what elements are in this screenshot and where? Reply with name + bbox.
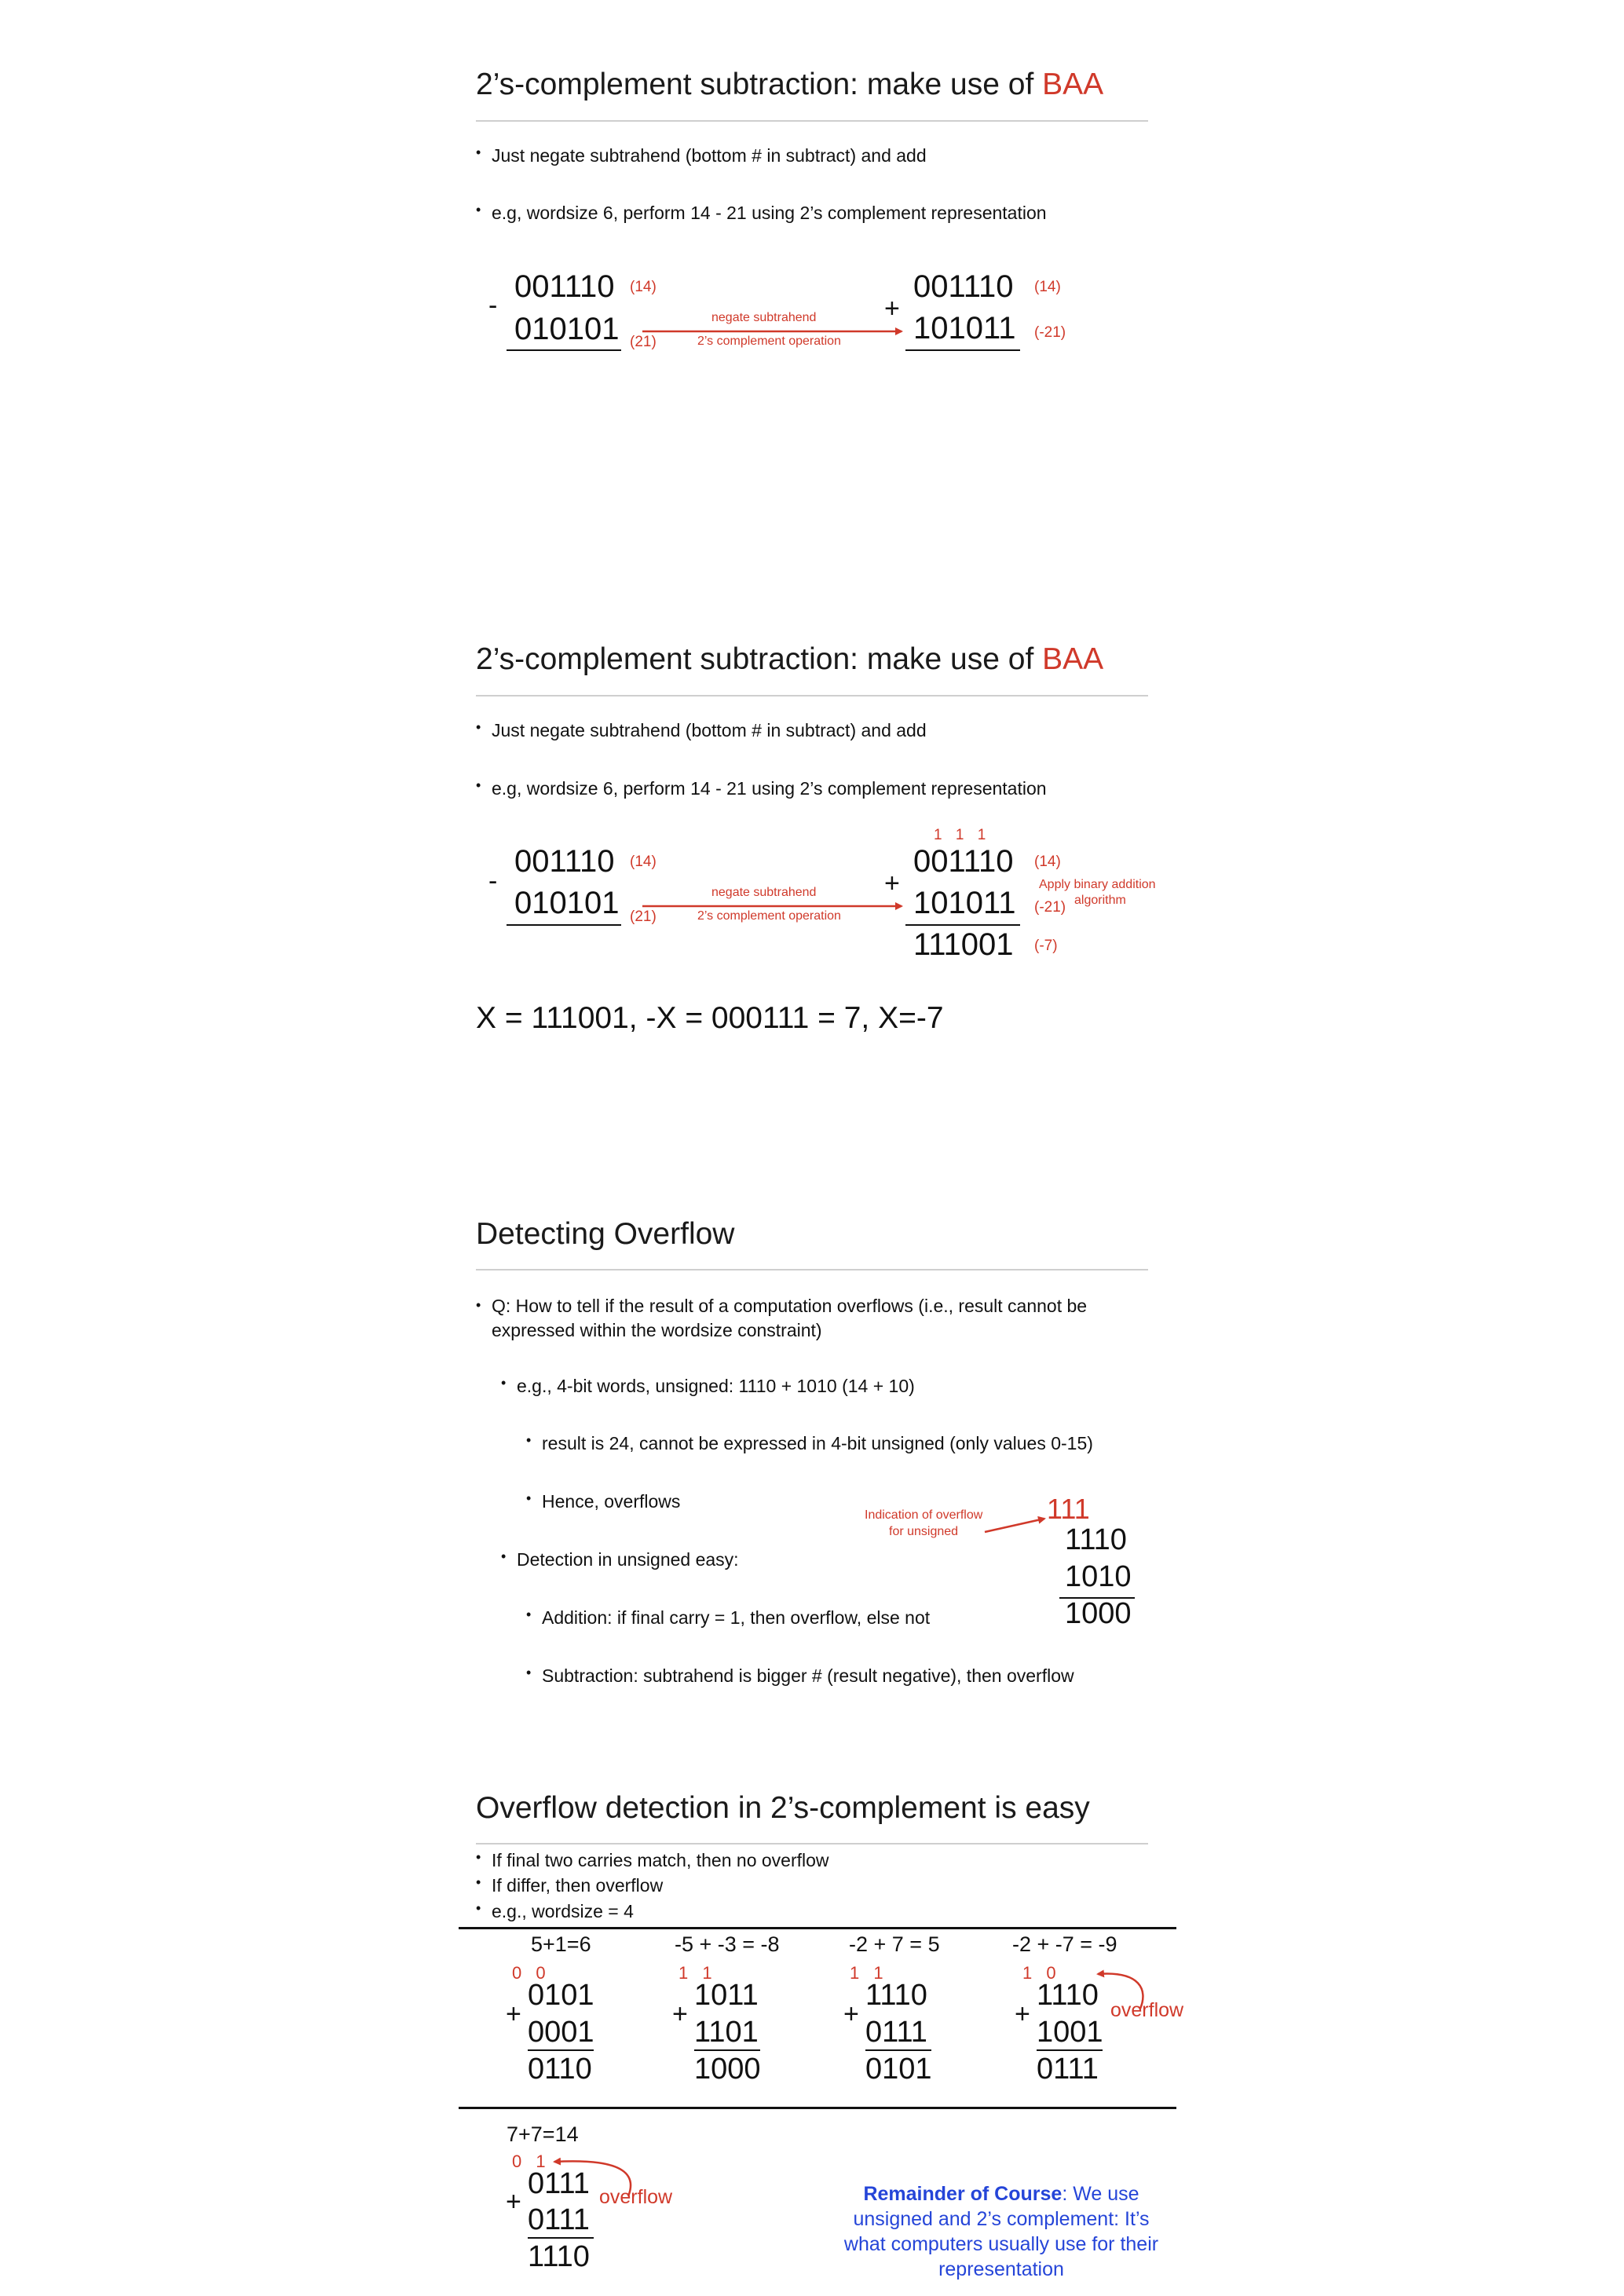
- slide4-ex4-carries: 1 0: [1022, 1963, 1061, 1983]
- slide2-note-line2: algorithm: [1074, 894, 1126, 907]
- slide3-example: • e.g., 4-bit words, unsigned: 1110 + 1010 (14 + 10): [517, 1376, 915, 1397]
- slide2-right-bottom: 101011: [913, 886, 1016, 920]
- slide3-indication-line1: Indication of overflow: [865, 1508, 983, 1522]
- slide4-ex4-sum: 0111: [1037, 2053, 1099, 2086]
- slide4-ex2-carries: 1 1: [678, 1963, 717, 1983]
- slide4-ex5-b: 0111: [528, 2203, 590, 2236]
- slide2-plus-sign: +: [884, 868, 900, 898]
- slide2-bullet-2: • e.g, wordsize 6, perform 14 - 21 using 2’s complement representation: [492, 778, 1047, 799]
- slide3-hence: • Hence, overflows: [542, 1491, 680, 1512]
- slide2-note-line1: Apply binary addition: [1039, 878, 1156, 891]
- slide4-bullet-3: • e.g., wordsize = 4: [492, 1901, 634, 1922]
- slide3-title: Detecting Overflow: [476, 1217, 735, 1251]
- slide2-carries: 1 1 1: [934, 827, 991, 843]
- slide4-ex3-plus: +: [843, 1999, 859, 2029]
- slide2-arrow-label-1: negate subtrahend: [711, 886, 817, 899]
- slide2-left-top-label: (14): [630, 854, 657, 870]
- slide2-left-bottom-label: (21): [630, 909, 657, 925]
- slide2-right-result: 111001: [913, 927, 1014, 962]
- slide1-left-bottom: 010101: [514, 312, 620, 346]
- slide4-ex4-b: 1001: [1037, 2016, 1103, 2049]
- slide1-bullet-2: • e.g, wordsize 6, perform 14 - 21 using 2’s complement representation: [492, 203, 1047, 224]
- slide4-ex2-a: 1011: [694, 1979, 759, 2012]
- slide4-ex5-header: 7+7=14: [507, 2122, 579, 2146]
- slide2-right-result-label: (-7): [1034, 938, 1058, 954]
- slide4-ex5-sum: 1110: [528, 2240, 590, 2273]
- slide3-detection: • Detection in unsigned easy:: [517, 1549, 739, 1570]
- slide1-title-text: 2’s-complement subtraction: make use of: [476, 68, 1043, 101]
- slide2-left-bottom: 010101: [514, 886, 620, 920]
- slide1-plus-sign: +: [884, 294, 900, 324]
- slide4-ex1-plus: +: [506, 1999, 521, 2029]
- slide2-title-text: 2’s-complement subtraction: make use of: [476, 642, 1043, 676]
- slide1-left-top: 001110: [514, 269, 615, 304]
- slide4-ex3-carries: 1 1: [850, 1963, 888, 1983]
- slide3-question-line1: • Q: How to tell if the result of a computation overflows (i.e., result cannot be: [492, 1296, 1088, 1316]
- slide2-right-top: 001110: [913, 844, 1014, 879]
- slide2-left-top: 001110: [514, 844, 615, 879]
- slide4-ex5-carries: 0 1: [512, 2152, 550, 2171]
- slide1-left-bottom-label: (21): [630, 334, 657, 350]
- slide4-remark-line2: unsigned and 2’s complement: It’s: [853, 2208, 1150, 2230]
- slide2-right-bottom-label: (-21): [1034, 899, 1066, 916]
- slide2-minus-sign: -: [488, 866, 498, 896]
- slide4-remark-line3: what computers usually use for their: [843, 2233, 1159, 2255]
- slide3-result: • result is 24, cannot be expressed in 4-bit unsigned (only values 0-15): [542, 1433, 1093, 1454]
- slide1-right-bottom: 101011: [913, 311, 1016, 345]
- slide4-bullet-2: • If differ, then overflow: [492, 1875, 663, 1896]
- slide1-right-top: 001110: [913, 269, 1014, 304]
- slide4-ex1-a: 0101: [528, 1979, 594, 2012]
- slide2-conclusion: X = 111001, -X = 000111 = 7, X=-7: [476, 1001, 944, 1035]
- slide4-ex4-plus: +: [1015, 1999, 1030, 2029]
- slide3-indication-arrow: [985, 1519, 1044, 1532]
- slide3-operand-b: 1010: [1065, 1560, 1132, 1593]
- slide4-ex1-header: 5+1=6: [531, 1932, 591, 1956]
- slide4-ex3-a: 1110: [865, 1979, 927, 2012]
- slide4-ex3-sum: 0101: [865, 2053, 932, 2086]
- slide4-ex4-a: 1110: [1037, 1979, 1099, 2012]
- slide1-left-top-label: (14): [630, 279, 657, 295]
- slide4-remark-bold: Remainder of Course: [863, 2183, 1063, 2205]
- slide3-indication-line2: for unsigned: [889, 1525, 959, 1538]
- slide1-minus-sign: -: [488, 291, 498, 320]
- slide4-remark-line1: : We use: [1062, 2183, 1139, 2205]
- slide4-ex3-header: -2 + 7 = 5: [849, 1932, 940, 1956]
- slide4-ex1-b: 0001: [528, 2016, 594, 2049]
- slide3-carry: 111: [1047, 1493, 1090, 1525]
- slide1-arrow-label-2: 2’s complement operation: [697, 335, 841, 348]
- slide4-ex2-b: 1101: [694, 2016, 759, 2049]
- slide4-ex4-overflow: overflow: [1110, 1999, 1184, 2021]
- slide4-ex5-overflow: overflow: [599, 2186, 673, 2208]
- slide1-right-bottom-label: (-21): [1034, 324, 1066, 341]
- slide1-right-top-label: (14): [1034, 279, 1061, 295]
- slide4-ex1-carries: 0 0: [512, 1963, 550, 1983]
- slide3-question-line2: expressed within the wordsize constraint): [492, 1320, 822, 1340]
- slide4-ex4-curve-arrow: [1098, 1974, 1143, 2009]
- slide1-bullet-1: • Just negate subtrahend (bottom # in subtract) and add: [492, 145, 927, 166]
- slide1-arrow-label-1: negate subtrahend: [711, 311, 817, 324]
- slide2-bullet-1: • Just negate subtrahend (bottom # in subtract) and add: [492, 720, 927, 741]
- slide4-ex1-sum: 0110: [528, 2053, 592, 2086]
- slide2-title-accent: BAA: [1042, 642, 1104, 676]
- slide3-sum: 1000: [1065, 1597, 1132, 1630]
- slide4-ex3-b: 0111: [865, 2016, 927, 2049]
- slide4-remark-line4: representation: [938, 2258, 1064, 2280]
- slide4-ex2-plus: +: [672, 1999, 688, 2029]
- slide3-operand-a: 1110: [1065, 1523, 1127, 1556]
- slide1-title-accent: BAA: [1042, 68, 1104, 101]
- slide4-title: Overflow detection in 2’s-complement is easy: [476, 1791, 1090, 1825]
- slide2-right-top-label: (14): [1034, 854, 1061, 870]
- slide3-addition: • Addition: if final carry = 1, then overflow, else not: [542, 1607, 930, 1629]
- slide2-arrow-label-2: 2’s complement operation: [697, 909, 841, 923]
- slide4-ex5-a: 0111: [528, 2167, 590, 2200]
- slide4-ex5-curve-arrow: [554, 2161, 631, 2196]
- slide3-subtraction: • Subtraction: subtrahend is bigger # (result negative), then overflow: [542, 1665, 1074, 1687]
- slide4-bullet-1: • If final two carries match, then no overflow: [492, 1850, 829, 1871]
- slide4-ex2-header: -5 + -3 = -8: [675, 1932, 780, 1956]
- slide4-ex5-plus: +: [506, 2187, 521, 2217]
- slide4-ex4-header: -2 + -7 = -9: [1012, 1932, 1117, 1956]
- slide4-ex2-sum: 1000: [694, 2053, 761, 2086]
